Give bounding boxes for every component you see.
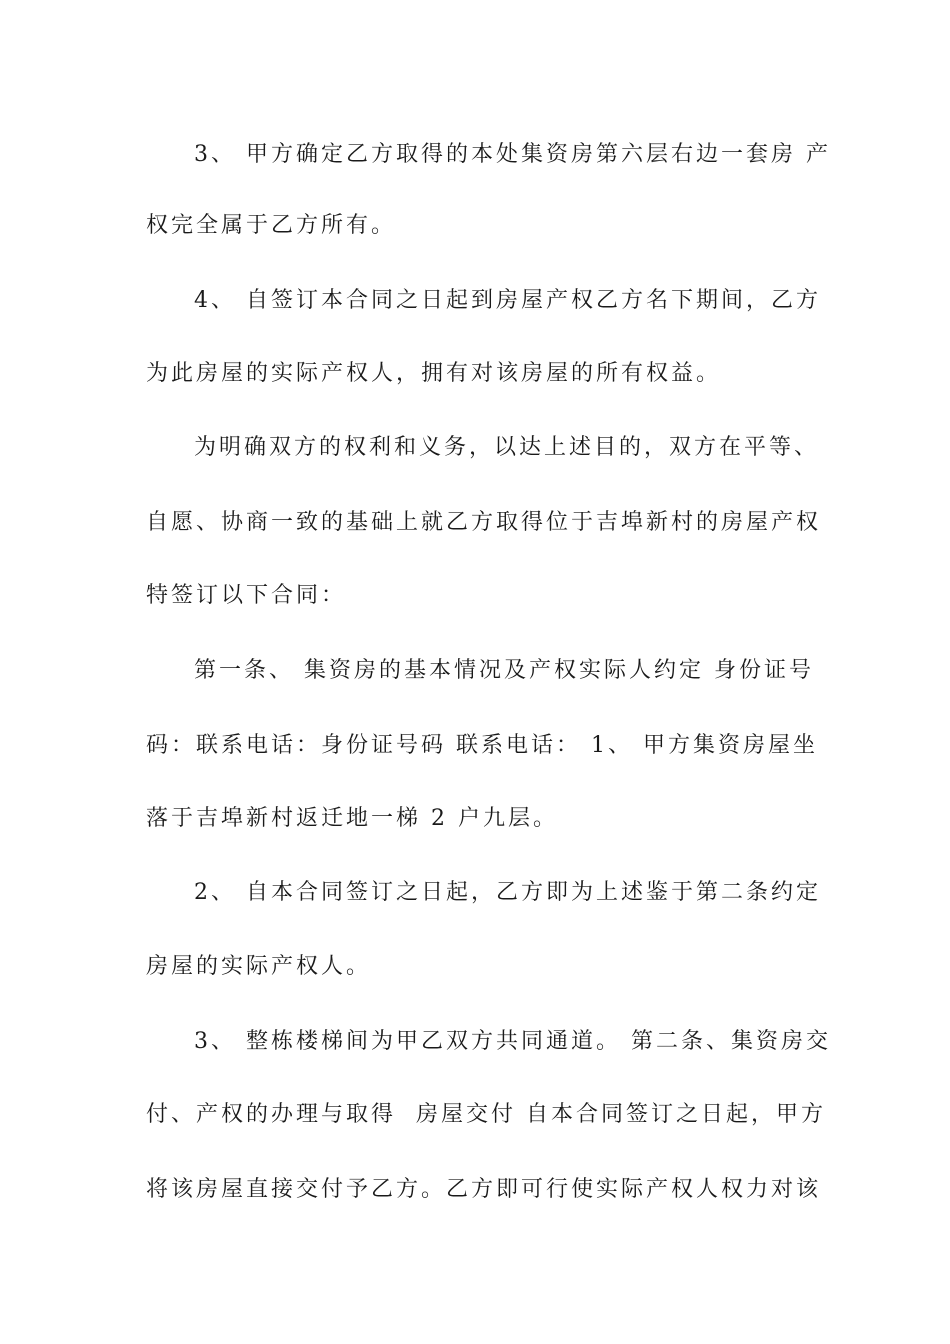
text-line: 第一条、 集资房的基本情况及产权实际人约定 身份证号 <box>194 658 814 683</box>
text-line: 自愿、协商一致的基础上就乙方取得位于吉埠新村的房屋产权 <box>146 510 822 535</box>
text-line: 4、 自签订本合同之日起到房屋产权乙方名下期间，乙方 <box>194 288 821 313</box>
text-line: 2、 自本合同签订之日起，乙方即为上述鉴于第二条约定 <box>194 880 821 905</box>
text-line: 特签订以下合同： <box>146 583 347 608</box>
text-line: 3、 整栋楼梯间为甲乙双方共同通道。 第二条、集资房交 <box>194 1029 831 1054</box>
text-line: 房屋的实际产权人。 <box>146 954 372 979</box>
text-line: 3、 甲方确定乙方取得的本处集资房第六层右边一套房 产 <box>194 142 831 167</box>
text-line: 付、产权的办理与取得 房屋交付 自本合同签订之日起，甲方 <box>146 1102 826 1127</box>
text-line: 权完全属于乙方所有。 <box>146 213 397 238</box>
text-line: 落于吉埠新村返迁地一梯 2 户九层。 <box>146 806 558 831</box>
text-line: 码：联系电话：身份证号码 联系电话： 1、 甲方集资房屋坐 <box>146 733 818 758</box>
text-line: 为明确双方的权利和义务，以达上述目的，双方在平等、 <box>194 435 820 460</box>
text-line: 将该房屋直接交付予乙方。乙方即可行使实际产权人权力对该 <box>146 1177 822 1202</box>
text-line: 为此房屋的实际产权人，拥有对该房屋的所有权益。 <box>146 361 722 386</box>
